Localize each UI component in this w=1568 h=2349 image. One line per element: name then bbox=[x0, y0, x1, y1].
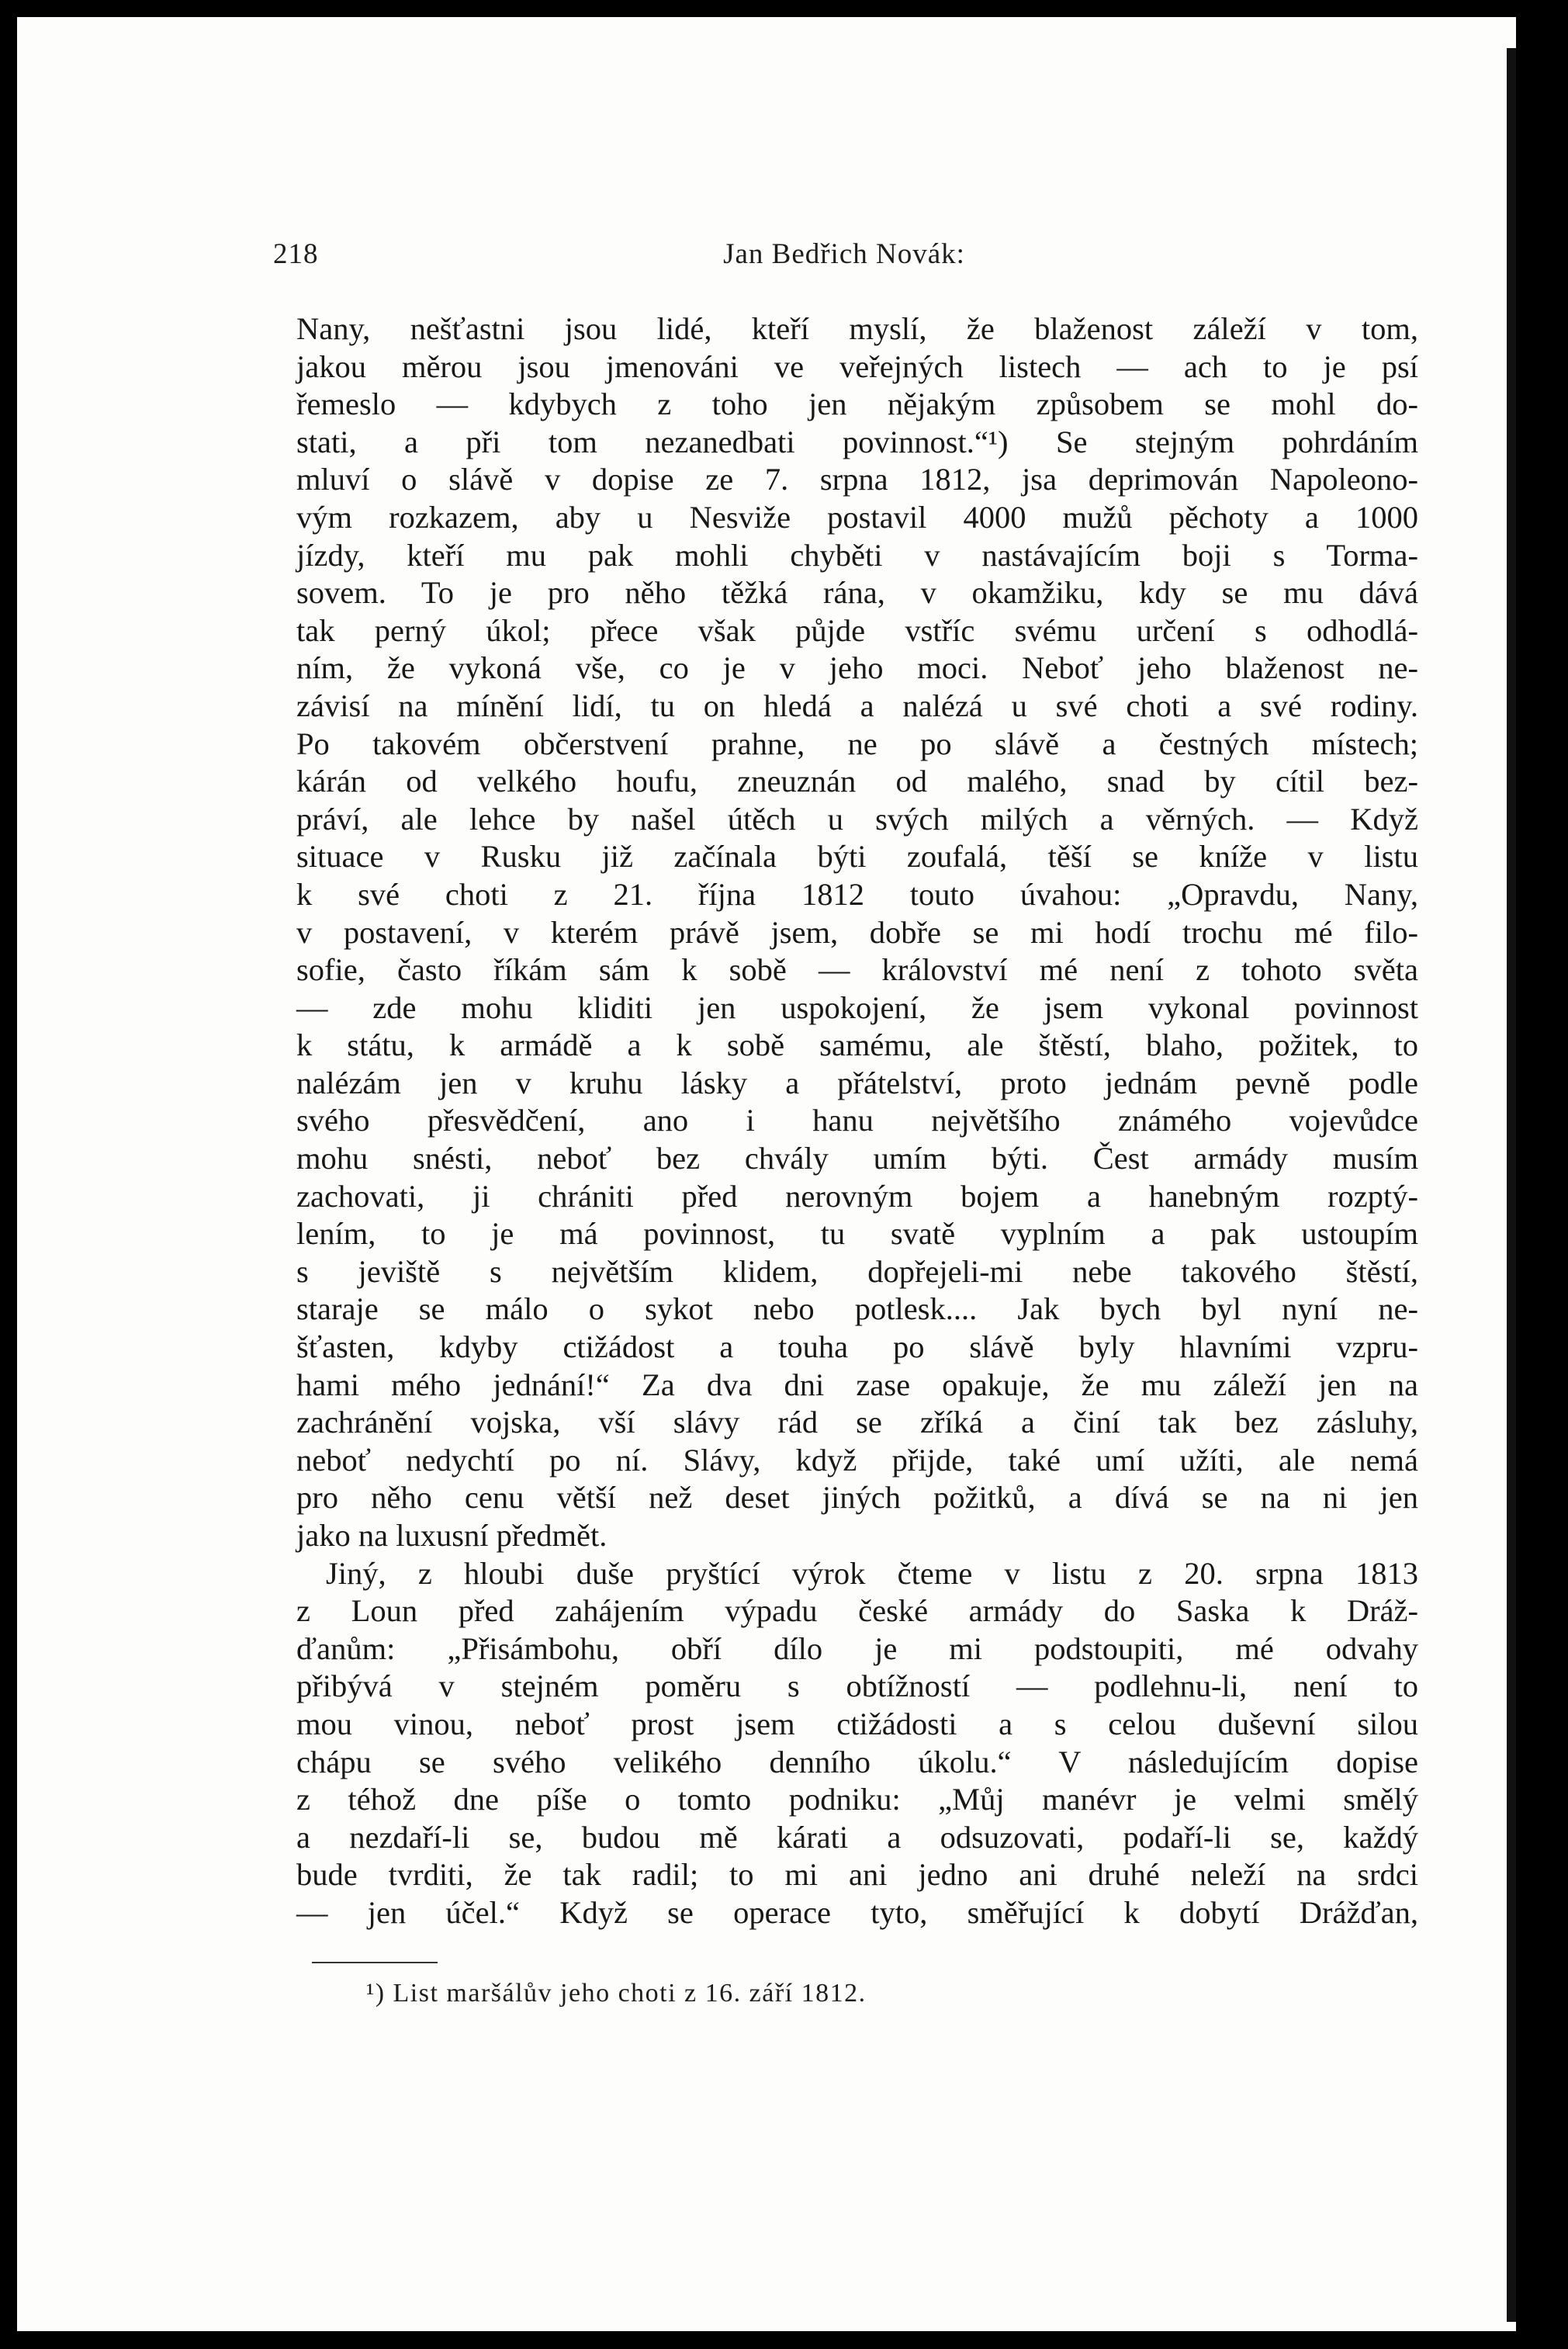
text-line: řemeslo — kdybych z toho jen nějakým způsobem se mohl do- bbox=[296, 386, 1418, 422]
text-line: šťasten, kdyby ctižádost a touha po slávě byly hlavními vzpru- bbox=[296, 1329, 1418, 1365]
text-line: ním, že vykoná vše, co je v jeho moci. Neboť jeho blaženost ne- bbox=[296, 650, 1418, 686]
page-number: 218 bbox=[273, 238, 319, 270]
text-line: Jiný, z hloubi duše pryštící výrok čteme v listu z 20. srpna 1813 bbox=[326, 1555, 1418, 1591]
text-line: jízdy, kteří mu pak mohli chyběti v nastávajícím boji s Torma- bbox=[296, 537, 1418, 573]
text-line: k státu, k armádě a k sobě samému, ale štěstí, blaho, požitek, to bbox=[296, 1027, 1418, 1063]
text-line: z téhož dne píše o tomto podniku: „Můj manévr je velmi smělý bbox=[296, 1782, 1418, 1817]
text-line: a nezdaří-li se, budou mě kárati a odsuzovati, podaří-li se, každý bbox=[296, 1819, 1418, 1855]
text-line: práví, ale lehce by našel útěch u svých milých a věrných. — Když bbox=[296, 801, 1418, 837]
book-page bbox=[17, 17, 1516, 2331]
text-line: svého přesvědčení, ano i hanu největšího známého vojevůdce bbox=[296, 1103, 1418, 1138]
text-line: ďanům: „Přisámbohu, obří dílo je mi podstoupiti, mé odvahy bbox=[296, 1630, 1418, 1666]
text-line: — zde mohu kliditi jen uspokojení, že jsem vykonal povinnost bbox=[296, 989, 1418, 1025]
text-line: mou vinou, neboť prost jsem ctižádosti a s celou duševní silou bbox=[296, 1706, 1418, 1741]
running-head: Jan Bedřich Novák: bbox=[723, 238, 965, 270]
text-line: lením, to je má povinnost, tu svatě vyplním a pak ustoupím bbox=[296, 1216, 1418, 1252]
text-line: Po takovém občerstvení prahne, ne po slávě a čestných místech; bbox=[296, 726, 1418, 761]
text-line: — jen účel.“ Když se operace tyto, směřující k dobytí Drážďan, bbox=[296, 1894, 1418, 1930]
footnote-divider bbox=[312, 1962, 438, 1963]
page-header bbox=[273, 237, 1415, 284]
text-line: zachránění vojska, vší slávy rád se zříká a činí tak bez zásluhy, bbox=[296, 1405, 1418, 1440]
text-line: jakou měrou jsou jmenováni ve veřejných listech — ach to je psí bbox=[296, 348, 1418, 384]
text-line: v postavení, v kterém právě jsem, dobře se mi hodí trochu mé filo- bbox=[296, 914, 1418, 950]
text-line: chápu se svého velikého denního úkolu.“ V následujícím dopise bbox=[296, 1744, 1418, 1779]
text-line: zachovati, ji chrániti před nerovným bojem a hanebným rozptý- bbox=[296, 1178, 1418, 1214]
text-line: tak perný úkol; přece však půjde vstříc svému určení s odhodlá- bbox=[296, 612, 1418, 648]
text-line: situace v Rusku již začínala býti zoufalá, těší se kníže v listu bbox=[296, 839, 1418, 875]
text-line: jako na luxusní předmět. bbox=[296, 1518, 607, 1553]
text-line: k své choti z 21. října 1812 touto úvahou: „Opravdu, Nany, bbox=[296, 876, 1418, 912]
text-line: s jeviště s největším klidem, dopřejeli-mi nebe takového štěstí, bbox=[296, 1253, 1418, 1289]
text-line: staraje se málo o sykot nebo potlesk.... Jak bych byl nyní ne- bbox=[296, 1291, 1418, 1327]
text-line: mohu snésti, neboť bez chvály umím býti. Čest armády musím bbox=[296, 1141, 1418, 1176]
text-line: stati, a při tom nezanedbati povinnost.“¹) Se stejným pohrdáním bbox=[296, 424, 1418, 459]
page-edge-shadow bbox=[1507, 48, 1516, 2322]
text-line: z Loun před zahájením výpadu české armády do Saska k Dráž- bbox=[296, 1593, 1418, 1629]
text-line: neboť nedychtí po ní. Slávy, když přijde, také umí užíti, ale nemá bbox=[296, 1442, 1418, 1478]
text-line: vým rozkazem, aby u Nesviže postavil 4000 mužů pěchoty a 1000 bbox=[296, 499, 1418, 535]
text-line: přibývá v stejném poměru s obtížností — podlehnu-li, není to bbox=[296, 1668, 1418, 1704]
text-line: sovem. To je pro něho těžká rána, v okamžiku, kdy se mu dává bbox=[296, 575, 1418, 611]
text-line: sofie, často říkám sám k sobě — království mé není z tohoto světa bbox=[296, 952, 1418, 988]
text-line: Nany, nešťastni jsou lidé, kteří myslí, že blaženost záleží v tom, bbox=[296, 311, 1418, 346]
footnote: ¹) List maršálův jeho choti z 16. září 1812. bbox=[366, 1979, 867, 2008]
text-line: závisí na mínění lidí, tu on hledá a nalézá u své choti a své rodiny. bbox=[296, 688, 1418, 723]
text-line: hami mého jednání!“ Za dva dni zase opakuje, že mu záleží jen na bbox=[296, 1367, 1418, 1402]
text-line: nalézám jen v kruhu lásky a přátelství, proto jednám pevně podle bbox=[296, 1065, 1418, 1100]
text-line: pro něho cenu větší než deset jiných požitků, a dívá se na ni jen bbox=[296, 1480, 1418, 1516]
text-line: kárán od velkého houfu, zneuznán od malého, snad by cítil bez- bbox=[296, 764, 1418, 799]
text-line: mluví o slávě v dopise ze 7. srpna 1812, jsa deprimován Napoleono- bbox=[296, 462, 1418, 497]
text-line: bude tvrditi, že tak radil; to mi ani jedno ani druhé neleží na srdci bbox=[296, 1857, 1418, 1893]
body-text bbox=[296, 310, 1418, 1932]
